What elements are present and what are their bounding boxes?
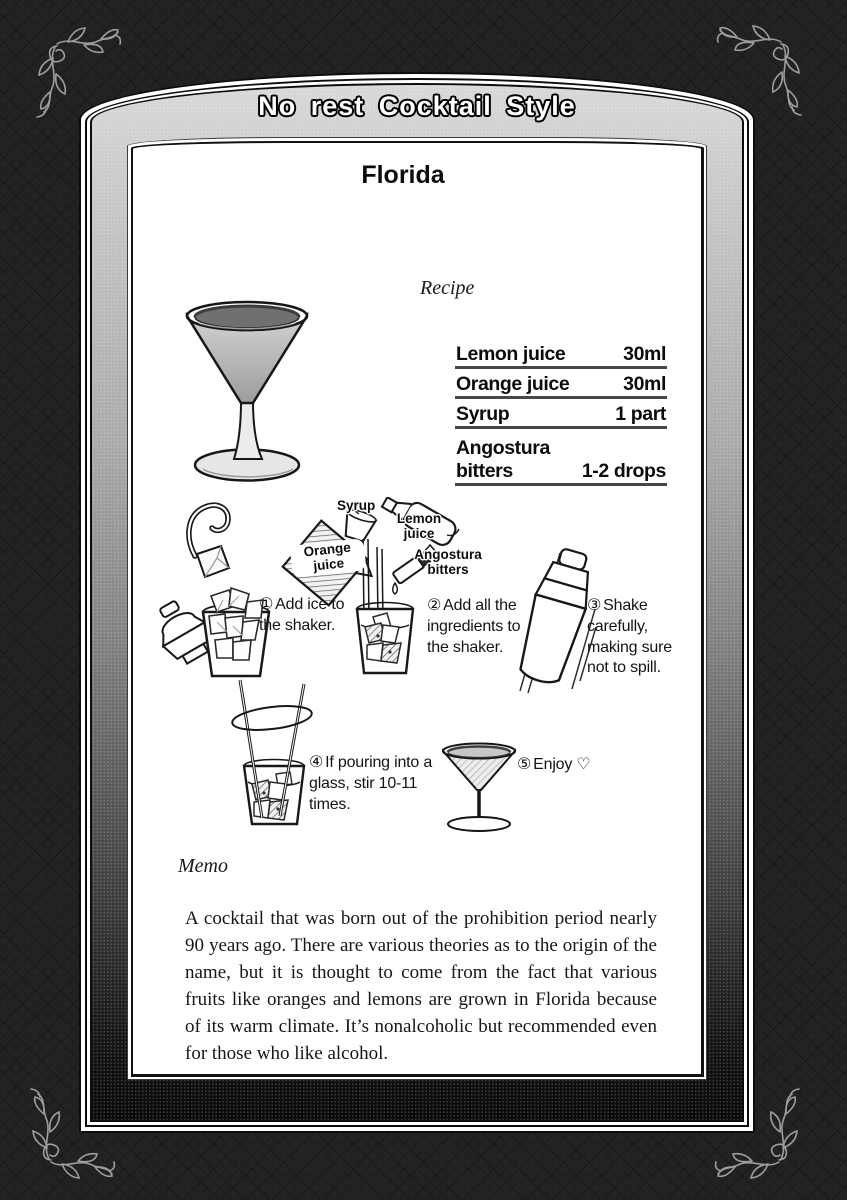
recipe-heading: Recipe <box>420 277 475 299</box>
recipe-card <box>133 143 701 1074</box>
step-number: ⑤ <box>517 756 532 773</box>
ingredient-name: Lemon juice <box>456 342 566 365</box>
syrup-label: Syrup <box>337 498 376 513</box>
ingredient-row <box>455 369 667 399</box>
lemon-juice-label: Lemon juice <box>396 511 442 541</box>
ingredient-row <box>455 429 667 486</box>
step-text: Add all the ingredients to the shaker. <box>427 597 521 656</box>
ingredient-row <box>455 339 667 369</box>
ingredient-amount: 1-2 drops <box>581 459 666 482</box>
step-number: ④ <box>309 754 324 771</box>
step-2 <box>427 596 525 658</box>
ice-tongs-and-shaker-illustration <box>159 500 274 682</box>
ingredient-name: Orange juice <box>456 372 570 395</box>
arched-frame <box>79 72 755 1133</box>
ingredient-table <box>455 339 667 486</box>
stirring-glass-illustration <box>228 678 318 828</box>
martini-glass-illustration <box>179 293 319 488</box>
ingredient-name: Angostura bitters <box>456 437 550 482</box>
step-number: ③ <box>587 597 602 614</box>
step-text: Enjoy ♡ <box>533 756 591 773</box>
step-number: ② <box>427 597 442 614</box>
step-4 <box>309 753 441 815</box>
memo-heading: Memo <box>178 855 228 877</box>
ingredient-amount: 1 part <box>615 402 666 425</box>
step-text: Shake carefully, making sure not to spill. <box>587 597 672 677</box>
series-title: No rest Cocktail Style <box>258 91 576 121</box>
shaking-shaker-illustration <box>516 543 596 693</box>
step-5 <box>517 755 637 776</box>
ingredient-amount: 30ml <box>623 372 666 395</box>
step-number: ① <box>259 596 274 613</box>
step-text: If pouring into a glass, stir 10-11 times. <box>309 754 433 813</box>
orange-juice-label: Orange juice <box>290 538 367 577</box>
step-text: Add ice to the shaker. <box>259 596 345 634</box>
ingredient-row <box>455 399 667 429</box>
step-3 <box>587 596 683 679</box>
memo-paragraph: A cocktail that was born out of the prohibition period nearly 90 years ago. There are various theories as to the origin of the name, but it is thought to come from the fact that various fruits like oranges and lemons are grown in Florida because of its warm climate. It’s nonalcoholic but recommended even for those who like alcohol. <box>185 908 657 1064</box>
frame-matte <box>92 85 742 1120</box>
finished-cocktail-illustration <box>439 738 519 833</box>
ingredient-name: Syrup <box>456 402 510 425</box>
cocktail-name-heading: Florida <box>361 161 445 189</box>
ingredient-amount: 30ml <box>623 342 666 365</box>
angostura-bitters-label: Angostura bitters <box>414 547 482 577</box>
